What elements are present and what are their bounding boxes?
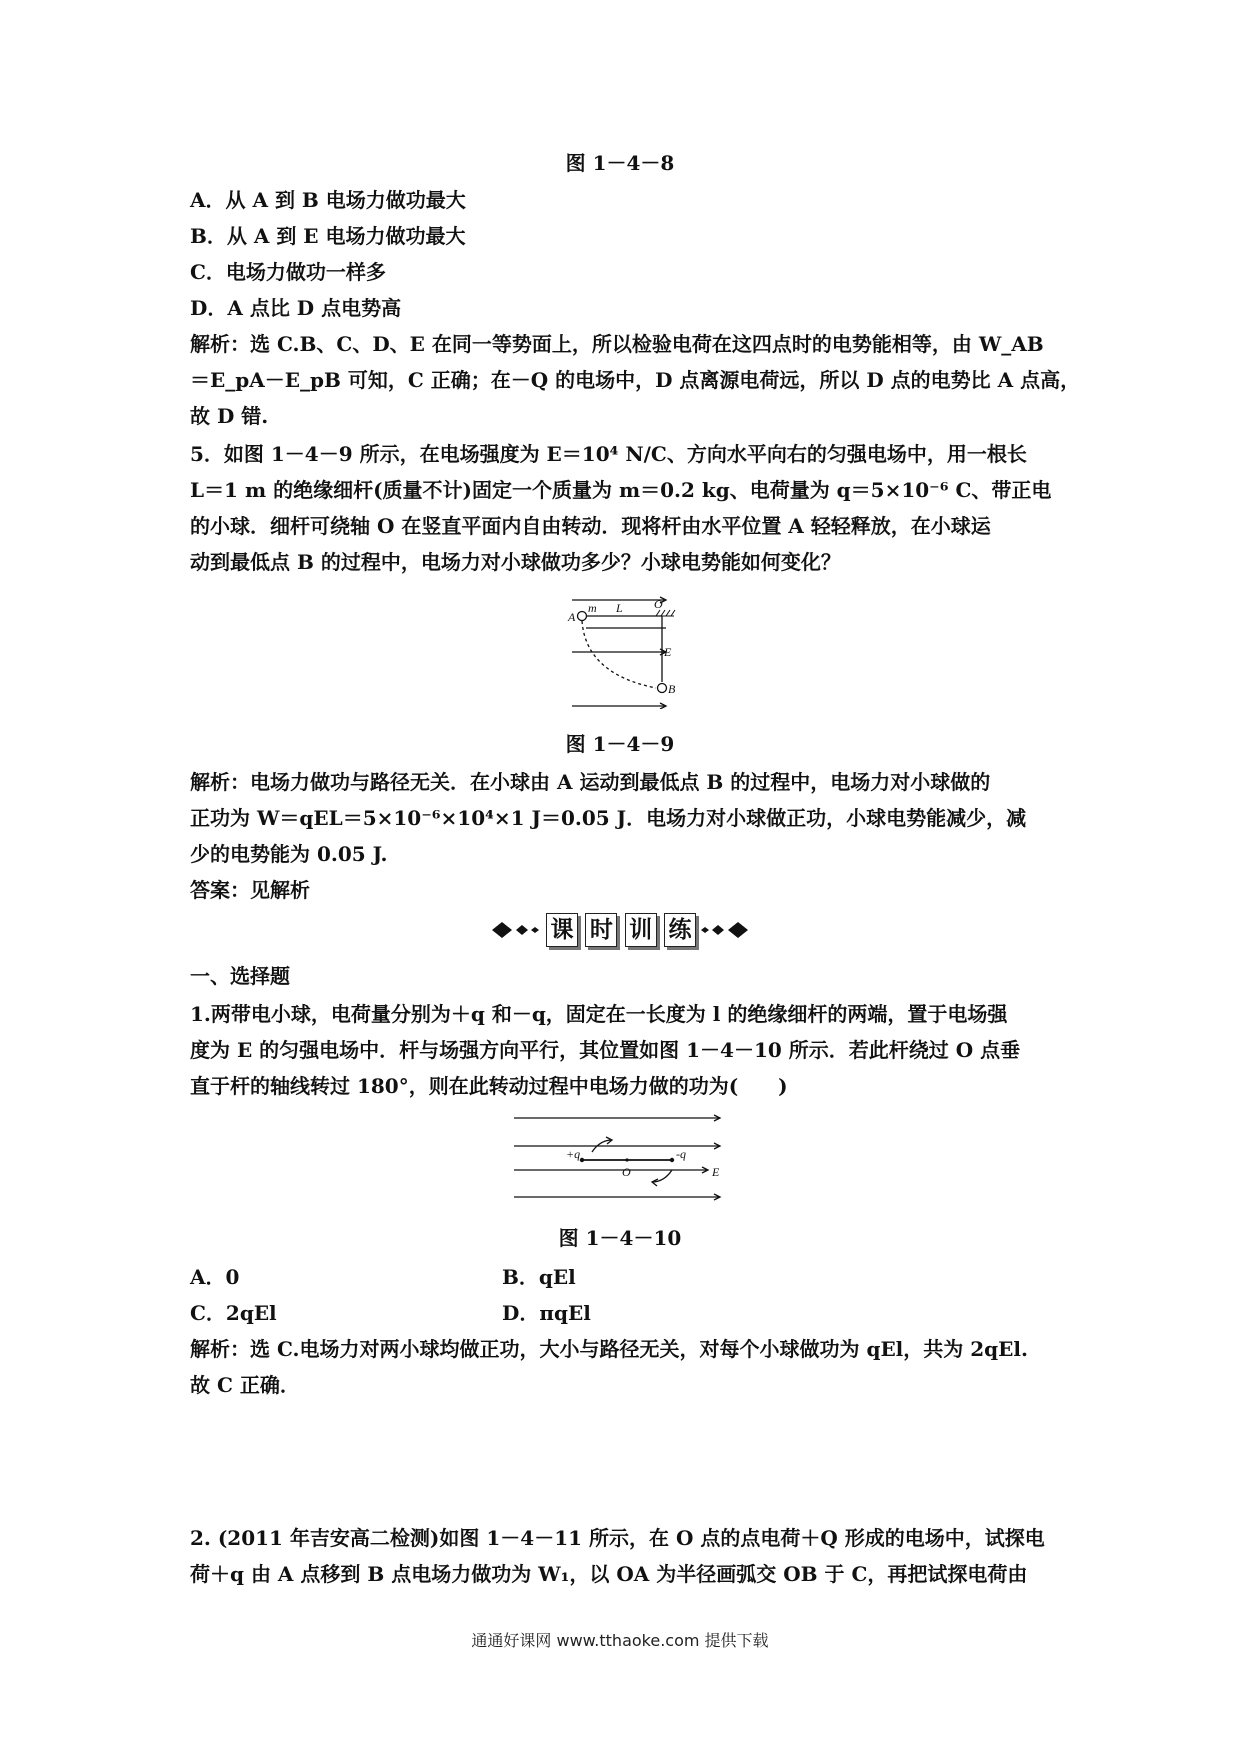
- section-heading-multiple-choice: 一、选择题: [190, 964, 290, 988]
- label-B: B: [668, 682, 676, 696]
- q4-option-a: A．从 A 到 B 电场力做功最大: [190, 188, 466, 212]
- q4-solution-line: 故 D 错.: [190, 404, 269, 428]
- diamond-ornament-icon: [490, 910, 542, 950]
- label-m: m: [588, 601, 597, 615]
- q4-option-b: B．从 A 到 E 电场力做功最大: [190, 224, 466, 248]
- q2-stem-line: 2. (2011 年吉安高二检测)如图 1－4－11 所示，在 O 点的点电荷＋Q 形成的电场中，试探电: [190, 1526, 1045, 1550]
- q1-stem-line: 1.两带电小球，电荷量分别为＋q 和－q，固定在一长度为 l 的绝缘细杆的两端，置于电场强: [190, 1002, 1008, 1026]
- figure-1-4-9-diagram: [566, 594, 676, 709]
- label-plus-q: +q: [566, 1147, 581, 1161]
- banner-char: 训: [625, 913, 657, 947]
- banner-char: 课: [546, 913, 578, 947]
- q1-solution-line: 解析：选 C.电场力对两小球均做正功，大小与路径无关，对每个小球做功为 qEl，共为 2qEl.: [190, 1337, 1028, 1361]
- q4-option-c: C．电场力做功一样多: [190, 260, 386, 284]
- q5-solution-line: 少的电势能为 0.05 J.: [190, 842, 388, 866]
- figure-caption-1-4-8: 图 1－4－8: [565, 151, 675, 175]
- figure-1-4-10-diagram: [512, 1110, 732, 1202]
- q5-stem-line: 5．如图 1－4－9 所示，在电场强度为 E＝10⁴ N/C、方向水平向右的匀强电场中，用一根长: [190, 442, 1027, 466]
- q5-stem-line: L＝1 m 的绝缘细杆(质量不计)固定一个质量为 m＝0.2 kg、电荷量为 q＝5×10⁻⁶ C、带正电: [190, 478, 1052, 502]
- q5-solution-line: 正功为 W＝qEL＝5×10⁻⁶×10⁴×1 J＝0.05 J．电场力对小球做正功，小球电势能减少，减: [190, 806, 1027, 830]
- q5-stem-line: 动到最低点 B 的过程中，电场力对小球做功多少？小球电势能如何变化？: [190, 550, 841, 574]
- q1-option-a: A．0: [190, 1265, 240, 1289]
- q1-stem-line: 度为 E 的匀强电场中．杆与场强方向平行，其位置如图 1－4－10 所示．若此杆绕过 O 点垂: [190, 1038, 1021, 1062]
- q2-stem-line: 荷＋q 由 A 点移到 B 点电场力做功为 W₁，以 OA 为半径画弧交 OB 于 C，再把试探电荷由: [190, 1562, 1028, 1586]
- q1-option-b: B．qEl: [502, 1265, 576, 1289]
- diamond-ornament-icon: [698, 910, 750, 950]
- q5-stem-line: 的小球．细杆可绕轴 O 在竖直平面内自由转动．现将杆由水平位置 A 轻轻释放，在小球运: [190, 514, 991, 538]
- q5-answer: 答案：见解析: [190, 878, 310, 902]
- q4-solution-line: ＝E_pA－E_pB 可知，C 正确；在－Q 的电场中，D 点离源电荷远，所以 D 点的电势比 A 点高，: [190, 368, 1081, 392]
- q1-option-d: D．πqEl: [502, 1301, 591, 1325]
- label-A: A: [568, 610, 576, 624]
- q1-stem-line: 直于杆的轴线转过 180°，则在此转动过程中电场力做的功为( ): [190, 1074, 788, 1098]
- label-minus-q: -q: [676, 1147, 686, 1161]
- q1-solution-line: 故 C 正确．: [190, 1373, 300, 1397]
- q5-solution-line: 解析：电场力做功与路径无关．在小球由 A 运动到最低点 B 的过程中，电场力对小球做的: [190, 770, 991, 794]
- figure-caption-1-4-9: 图 1－4－9: [565, 732, 675, 756]
- q1-option-c: C．2qEl: [190, 1301, 277, 1325]
- section-banner-class-practice: [490, 910, 750, 950]
- banner-char: 练: [664, 913, 696, 947]
- label-E: E: [712, 1165, 720, 1179]
- q4-solution-line: 解析：选 C.B、C、D、E 在同一等势面上，所以检验电荷在这四点时的电势能相等，由 W_AB: [190, 332, 1044, 356]
- banner-char: 时: [585, 913, 617, 947]
- label-L: L: [616, 601, 623, 615]
- page-footer: 通通好课网 www.tthaoke.com 提供下载: [471, 1631, 769, 1650]
- label-O: O: [622, 1165, 631, 1179]
- q4-option-d: D．A 点比 D 点电势高: [190, 296, 402, 320]
- label-O: O: [654, 597, 663, 611]
- label-E: E: [664, 645, 672, 659]
- figure-caption-1-4-10: 图 1－4－10: [558, 1226, 682, 1250]
